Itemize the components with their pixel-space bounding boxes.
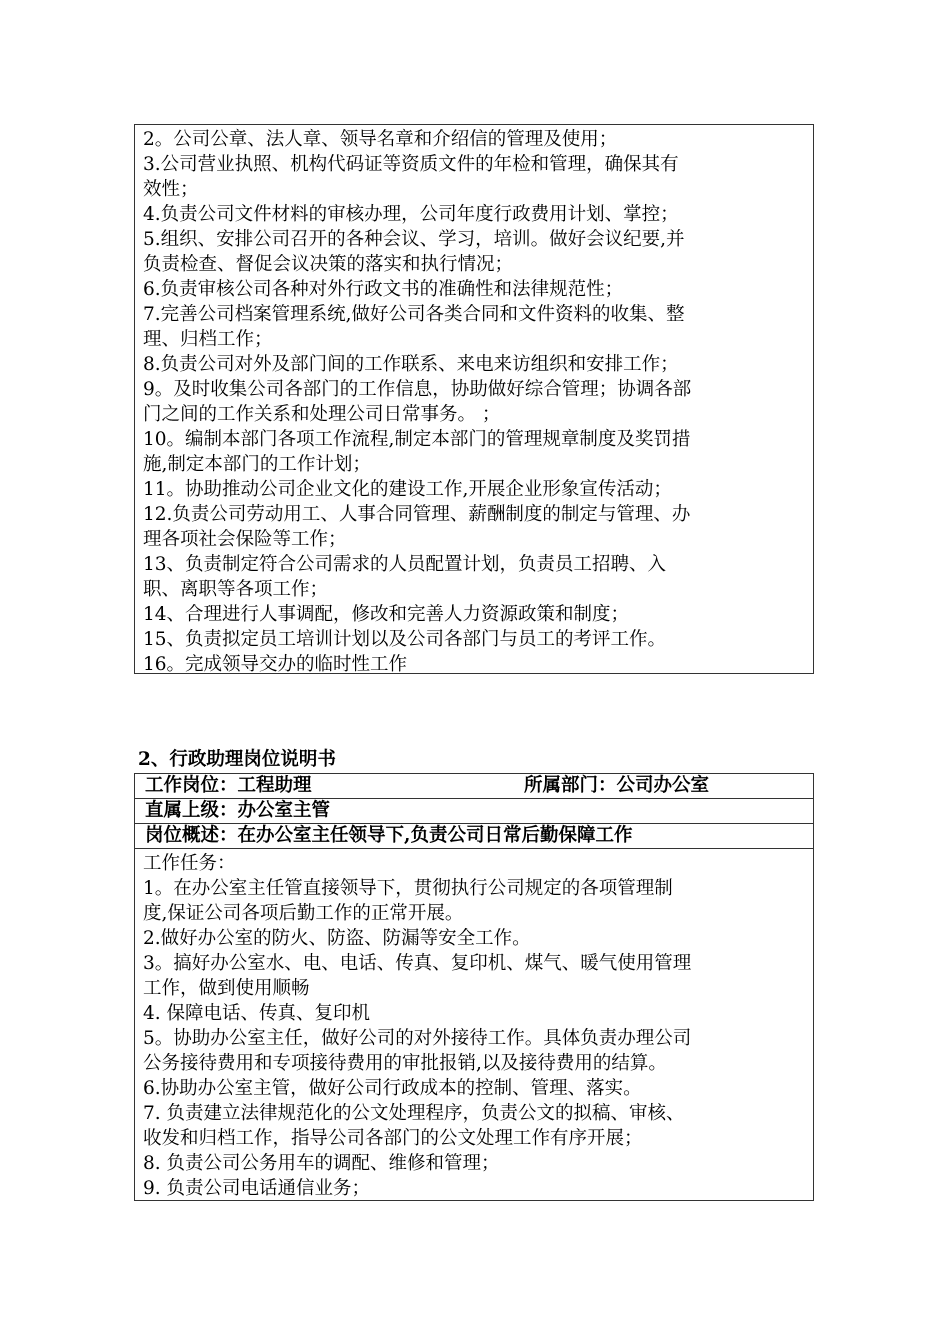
- supervisor-label: 直属上级：办公室主管: [145, 800, 331, 821]
- tasks-cell: [135, 849, 813, 1201]
- position-label: 工作岗位：工程助理: [145, 775, 312, 796]
- duty-line: 门之间的工作关系和处理公司日常事务。 ；: [143, 404, 501, 425]
- duty-line: 施,制定本部门的工作计划；: [143, 454, 371, 475]
- task-line: 公务接待费用和专项接待费用的审批报销,以及接待费用的结算。: [143, 1053, 667, 1074]
- tasks-heading: 工作任务：: [143, 853, 236, 874]
- overview-label: 岗位概述：在办公室主任领导下,负责公司日常后勤保障工作: [145, 825, 633, 846]
- overview-row: [135, 824, 813, 849]
- duty-line: 6.负责审核公司各种对外行政文书的准确性和法律规范性；: [143, 279, 624, 300]
- duty-line: 职、离职等各项工作；: [143, 579, 329, 600]
- duty-line: 效性；: [143, 179, 199, 200]
- duty-line: 10。编制本部门各项工作流程,制定本部门的管理规章制度及奖罚措: [143, 429, 691, 450]
- duty-line: 13、负责制定符合公司需求的人员配置计划，负责员工招聘、入: [143, 554, 667, 575]
- duty-line: 14、合理进行人事调配，修改和完善人力资源政策和制度；: [143, 604, 630, 625]
- task-line: 6.协助办公室主管，做好公司行政成本的控制、管理、落实。: [143, 1078, 642, 1099]
- supervisor-row: [135, 799, 813, 824]
- duty-line: 8.负责公司对外及部门间的工作联系、来电来访组织和安排工作；: [143, 354, 679, 375]
- duty-line: 12.负责公司劳动用工、人事合同管理、薪酬制度的制定与管理、办: [143, 504, 691, 525]
- task-line: 1。在办公室主任管直接领导下，贯彻执行公司规定的各项管理制: [143, 878, 673, 899]
- duty-line: 7.完善公司档案管理系统,做好公司各类合同和文件资料的收集、整: [143, 304, 685, 325]
- duty-line: 11。协助推动公司企业文化的建设工作,开展企业形象宣传活动；: [143, 479, 672, 500]
- duty-line: 3.公司营业执照、机构代码证等资质文件的年检和管理，确保其有: [143, 154, 679, 175]
- section-title: 2、行政助理岗位说明书: [138, 749, 336, 770]
- task-line: 2.做好办公室的防火、防盗、防漏等安全工作。: [143, 928, 531, 949]
- job-description-table: [134, 773, 814, 1201]
- department-label: 所属部门：公司办公室: [524, 775, 710, 796]
- task-line: 9. 负责公司电话通信业务；: [143, 1178, 371, 1199]
- task-line: 5。协助办公室主任，做好公司的对外接待工作。具体负责办理公司: [143, 1028, 692, 1049]
- duty-line: 4.负责公司文件材料的审核办理，公司年度行政费用计划、掌控；: [143, 204, 679, 225]
- duty-line: 15、负责拟定员工培训计划以及公司各部门与员工的考评工作。: [143, 629, 667, 650]
- duty-line: 9。及时收集公司各部门的工作信息，协助做好综合管理；协调各部: [143, 379, 692, 400]
- position-row: [135, 774, 813, 799]
- task-line: 3。搞好办公室水、电、电话、传真、复印机、煤气、暖气使用管理: [143, 953, 692, 974]
- duties-box: [134, 124, 814, 674]
- task-line: 度,保证公司各项后勤工作的正常开展。: [143, 903, 464, 924]
- task-line: 7. 负责建立法律规范化的公文处理程序，负责公文的拟稿、审核、: [143, 1103, 685, 1124]
- duty-line: 理各项社会保险等工作；: [143, 529, 347, 550]
- task-line: 8. 负责公司公务用车的调配、维修和管理；: [143, 1153, 500, 1174]
- duty-line: 16。完成领导交办的临时性工作: [143, 654, 408, 675]
- duty-line: 负责检查、督促会议决策的落实和执行情况；: [143, 254, 514, 275]
- duty-line: 5.组织、安排公司召开的各种会议、学习，培训。做好会议纪要,并: [143, 229, 685, 250]
- duty-line: 理、归档工作；: [143, 329, 273, 350]
- task-line: 4. 保障电话、传真、复印机: [143, 1003, 371, 1024]
- duty-line: 2。公司公章、法人章、领导名章和介绍信的管理及使用；: [143, 129, 618, 150]
- task-line: 收发和归档工作，指导公司各部门的公文处理工作有序开展；: [143, 1128, 643, 1149]
- task-line: 工作，做到使用顺畅: [143, 978, 310, 999]
